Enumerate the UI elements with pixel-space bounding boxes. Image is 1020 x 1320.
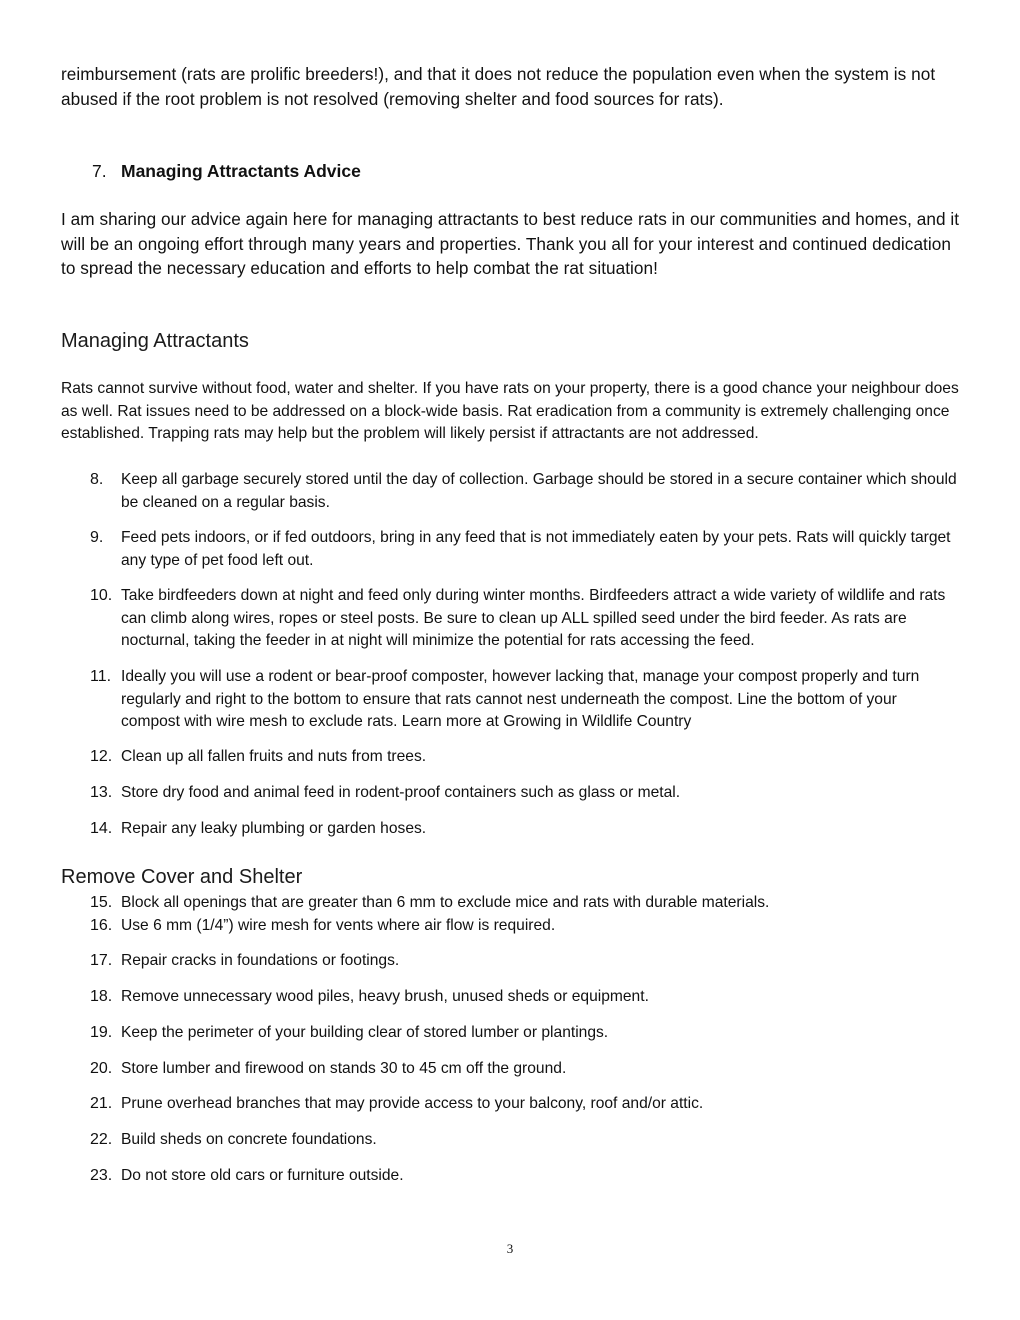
section-7-heading: [92, 159, 361, 183]
section-7-title: Managing Attractants Advice: [121, 161, 361, 181]
section-7-paragraph: I am sharing our advice again here for managing attractants to best reduce rats in our communities and homes, and it will be an ongoing effort through many years and properties. Thank you all for your interest and continued dedication to spread the necessary education and efforts to help combat the rat situation!: [61, 209, 960, 278]
page-number: 3: [506, 1241, 514, 1256]
list-item-number: 13.: [90, 784, 113, 801]
list-item-number: 16.: [90, 917, 113, 934]
list-item-text: Clean up all fallen fruits and nuts from trees.: [121, 748, 427, 765]
list-item-text: Ideally you will use a rodent or bear-proof composter, however lacking that, manage your compost properly and turn regularly and right to the bottom to ensure that rats cannot nest underneath the compost. Line the bottom of your compost with wire mesh to exclude rats. Learn more at Growing in Wildlife Country: [121, 668, 920, 730]
list-item: [90, 1165, 960, 1188]
list-item-number: 11.: [90, 668, 112, 685]
list-item-text: Use 6 mm (1/4”) wire mesh for vents where air flow is required.: [121, 917, 556, 934]
list-item-number: 22.: [90, 1131, 113, 1148]
list-item-text: Store dry food and animal feed in rodent-proof containers such as glass or metal.: [121, 784, 681, 801]
managing-attractants-heading: Managing Attractants: [61, 330, 249, 352]
list-item-text: Store lumber and firewood on stands 30 to 45 cm off the ground.: [121, 1060, 567, 1077]
list-item: [90, 1058, 960, 1081]
managing-attractants-intro: Rats cannot survive without food, water and shelter. If you have rats on your property, there is a good chance your neighbour does as well. Rat issues need to be addressed on a block-wide basis. Rat eradication from a community is extremely challenging once established. Trapping rats may help but the problem will likely persist if attractants are not addressed.: [61, 380, 959, 442]
list-item: [90, 666, 960, 734]
list-item-number: 15.: [90, 894, 113, 911]
list-item: [90, 1093, 960, 1116]
list-item-number: 20.: [90, 1060, 113, 1077]
list-item-text: Remove unnecessary wood piles, heavy brush, unused sheds or equipment.: [121, 988, 649, 1005]
list-item-text: Feed pets indoors, or if fed outdoors, bring in any feed that is not immediately eaten by your pets. Rats will quickly target any type of pet food left out.: [121, 529, 951, 569]
list-item: [90, 892, 960, 915]
list-item-number: 10.: [90, 587, 113, 604]
list-item-number: 14.: [90, 820, 113, 837]
list-item-text: Keep the perimeter of your building clear of stored lumber or plantings.: [121, 1024, 609, 1041]
list-item-number: 19.: [90, 1024, 113, 1041]
list-item-number: 12.: [90, 748, 113, 765]
list-item: [90, 782, 960, 805]
list-item-number: 18.: [90, 988, 113, 1005]
list-item-number: 8.: [90, 471, 104, 488]
list-item: [90, 527, 960, 572]
list-item: [90, 585, 960, 653]
section-7-number: 7.: [92, 161, 107, 181]
remove-cover-heading: Remove Cover and Shelter: [61, 866, 303, 888]
list-item-number: 9.: [90, 529, 104, 546]
list-item: [90, 746, 960, 769]
list-item-text: Repair cracks in foundations or footings.: [121, 952, 400, 969]
list-item: [90, 1022, 960, 1045]
list-item-text: Keep all garbage securely stored until the day of collection. Garbage should be stored in a secure container which should be cleaned on a regular basis.: [121, 471, 957, 511]
list-item: [90, 469, 960, 514]
list-item-number: 21.: [90, 1095, 113, 1112]
list-item-text: Take birdfeeders down at night and feed only during winter months. Birdfeeders attract a wide variety of wildlife and rats can climb along wires, ropes or steel posts. Be sure to clean up ALL spilled seed under the bird feeder. As rats are nocturnal, taking the feeder in at night will minimize the potential for rats accessing the feed.: [121, 587, 946, 649]
intro-continuation-paragraph: reimbursement (rats are prolific breeders!), and that it does not reduce the population even when the system is not abused if the root problem is not resolved (removing shelter and food sources for rats).: [61, 64, 936, 109]
list-item-text: Do not store old cars or furniture outside.: [121, 1167, 404, 1184]
list-item-text: Repair any leaky plumbing or garden hoses.: [121, 820, 427, 837]
list-item: [90, 1129, 960, 1152]
list-item-text: Block all openings that are greater than 6 mm to exclude mice and rats with durable materials.: [121, 894, 770, 911]
list-item-text: Build sheds on concrete foundations.: [121, 1131, 377, 1148]
list-item: [90, 986, 960, 1009]
list-item: [90, 950, 960, 973]
list-item: [90, 818, 960, 841]
list-item-text: Prune overhead branches that may provide access to your balcony, roof and/or attic.: [121, 1095, 704, 1112]
list-item: [90, 915, 960, 938]
list-item-number: 23.: [90, 1167, 113, 1184]
list-item-number: 17.: [90, 952, 113, 969]
